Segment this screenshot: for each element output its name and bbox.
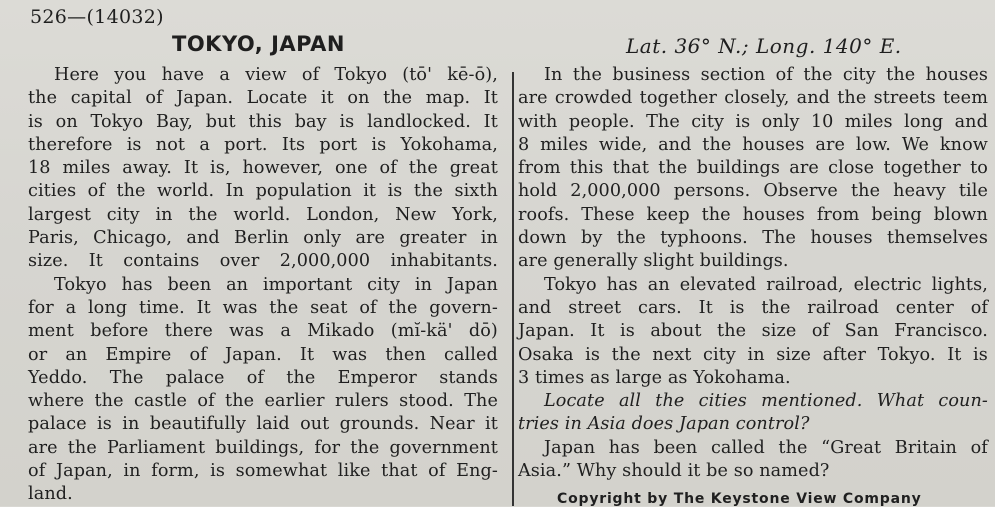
left-column [28, 64, 498, 507]
right-column [518, 64, 988, 483]
text-line: from this that the buildings are close together to [518, 158, 988, 179]
text-line: and street cars. It is the railroad center of [518, 297, 988, 318]
text-line: Tokyo has an elevated railroad, electric lights, [544, 274, 988, 295]
text-line: Here you have a view of Tokyo (tō' kē-ō), [54, 65, 498, 85]
coordinates: Lat. 36° N.; Long. 140° E. [626, 34, 902, 58]
text-line: are crowded together closely, and the streets teem [518, 88, 988, 109]
text-line: size. It contains over 2,000,000 inhabitants. [28, 251, 498, 272]
text-line: largest city in the world. London, New York, [28, 204, 498, 225]
copyright-notice: Copyright by The Keystone View Company [557, 491, 922, 507]
text-line: Japan has been called the “Great Britain of [544, 437, 988, 458]
text-line: are generally slight buildings. [518, 251, 789, 272]
text-line: therefore is not a port. Its port is Yokohama, [28, 134, 498, 155]
text-line: 18 miles away. It is, however, one of the great [28, 158, 498, 179]
text-line: hold 2,000,000 persons. Observe the heavy tile [518, 181, 988, 202]
text-line: Tokyo has been an important city in Japan [54, 274, 498, 295]
text-line: 8 miles wide, and the houses are low. We know [518, 134, 988, 155]
text-line: Paris, Chicago, and Berlin only are greater in [28, 228, 498, 249]
text-line: cities of the world. In population it is the sixth [28, 181, 498, 202]
text-line: where the castle of the earlier rulers stood. The [28, 391, 498, 412]
text-line: the capital of Japan. Locate it on the map. It [28, 88, 498, 109]
text-line: Yeddo. The palace of the Emperor stands [28, 367, 498, 388]
text-line: Osaka is the next city in size after Tokyo. It is [518, 344, 988, 365]
text-line: is on Tokyo Bay, but this bay is landlocked. It [28, 111, 498, 132]
text-line: with people. The city is only 10 miles long and [518, 111, 988, 132]
text-line: 3 times as large as Yokohama. [518, 367, 791, 388]
text-line: down by the typhoons. The houses themselves [518, 228, 988, 249]
text-line: are the Parliament buildings, for the government [28, 437, 498, 458]
text-line: or an Empire of Japan. It was then called [28, 344, 498, 365]
text-line: Locate all the cities mentioned. What coun- [544, 391, 988, 412]
text-line: In the business section of the city the houses [544, 65, 988, 85]
card-number: 526—(14032) [30, 6, 164, 28]
column-divider [512, 72, 514, 506]
text-line: roofs. These keep the houses from being blown [518, 204, 988, 225]
text-line: Asia.” Why should it be so named? [518, 461, 830, 482]
text-line: Japan. It is about the size of San Francisco. [518, 321, 988, 342]
text-line: ment before there was a Mikado (mĭ-kä' dō) [28, 321, 498, 342]
page-title: TOKYO, JAPAN [172, 32, 345, 56]
text-line: tries in Asia does Japan control? [518, 414, 810, 435]
text-line: land. [28, 484, 73, 505]
text-line: palace is in beautifully laid out grounds. Near it [28, 414, 498, 435]
text-line: for a long time. It was the seat of the govern- [28, 297, 498, 318]
text-line: of Japan, in form, is somewhat like that of Eng- [28, 461, 498, 482]
